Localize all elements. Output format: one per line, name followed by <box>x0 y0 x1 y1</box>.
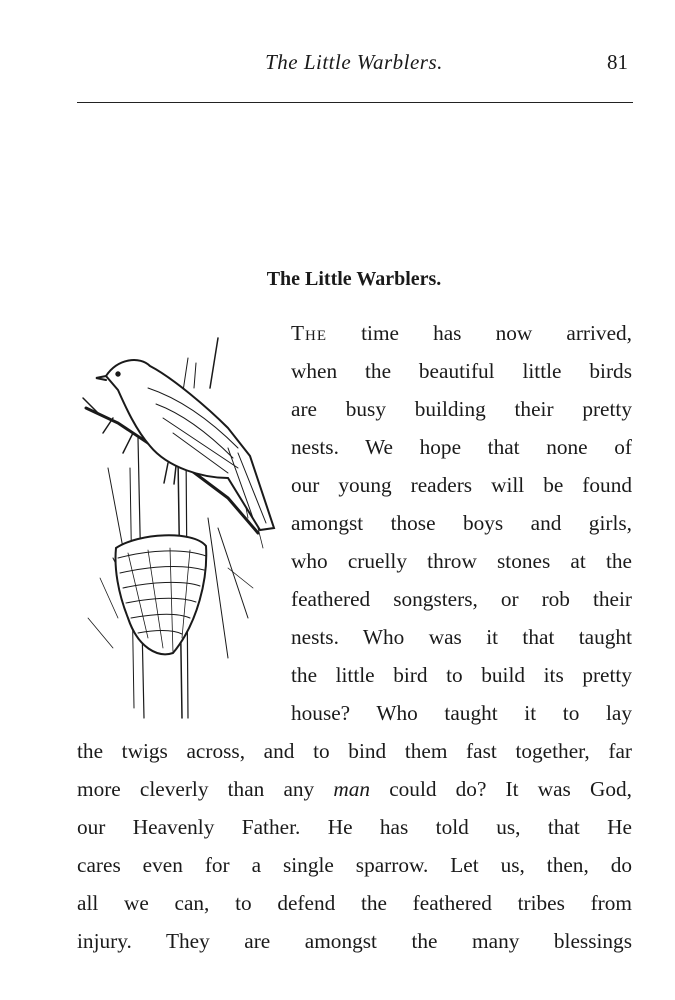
text-line-11: house? Who taught it to lay <box>291 701 632 725</box>
text-line-14: our Heavenly Father. He has told us, that He <box>77 815 632 839</box>
article-heading: The Little Warblers. <box>266 268 442 290</box>
text-line-10: the little bird to build its pretty <box>291 663 632 687</box>
bird-on-nest-illustration <box>78 318 278 723</box>
drop-word: The <box>291 321 328 345</box>
text-line-16: all we can, to defend the feathered tribes from <box>77 891 632 915</box>
text-line-15: cares even for a single sparrow. Let us, then, do <box>77 853 632 877</box>
text-line-7: who cruelly throw stones at the <box>291 549 632 573</box>
header-rule <box>77 102 633 103</box>
text-line-13-start: more cleverly than any <box>77 777 334 801</box>
text-line-5: our young readers will be found <box>291 473 632 497</box>
text-line-12: the twigs across, and to bind them fast together, far <box>77 739 632 763</box>
page-number: 81 <box>607 50 628 74</box>
text-line-2: when the beautiful little birds <box>291 359 632 383</box>
running-head <box>76 50 632 82</box>
text-line-3: are busy building their pretty <box>291 397 632 421</box>
text-line-4: nests. We hope that none of <box>291 435 632 459</box>
text-line-8: feathered songsters, or rob their <box>291 587 632 611</box>
text-line-17: injury. They are amongst the many blessings <box>77 929 632 953</box>
text-line-1 <box>291 314 632 352</box>
running-title: The Little Warblers. <box>265 50 443 74</box>
text-line-13 <box>77 770 632 808</box>
text-line-6: amongst those boys and girls, <box>291 511 632 535</box>
text-line-9: nests. Who was it that taught <box>291 625 632 649</box>
text-line-13-end: could do? It was God, <box>370 777 632 801</box>
text-line-1-rest: time has now arrived, <box>327 321 632 345</box>
italic-word: man <box>333 777 371 801</box>
